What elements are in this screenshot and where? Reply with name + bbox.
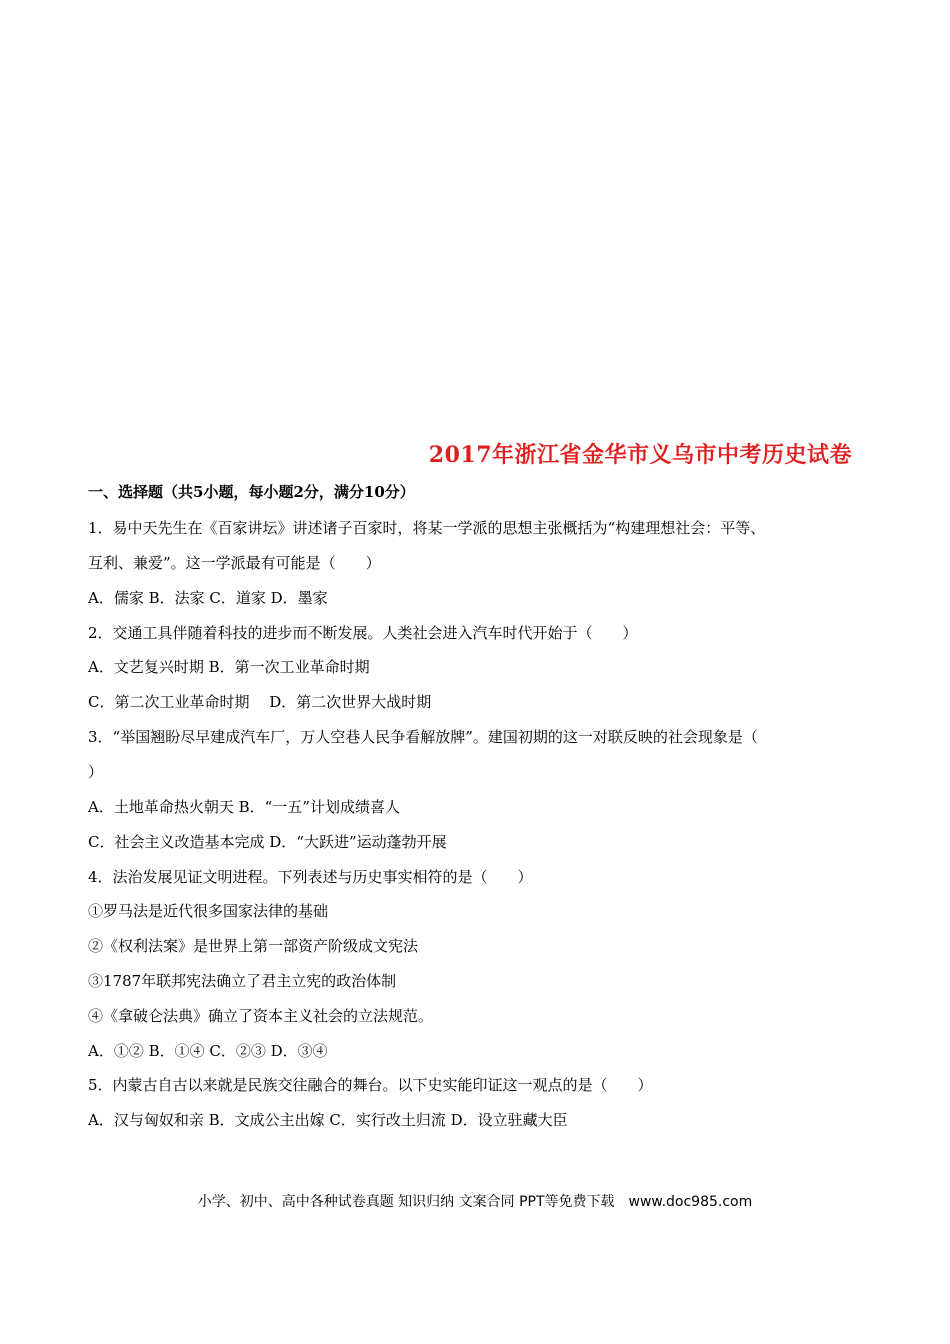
statement-line: ④《拿破仑法典》确立了资本主义社会的立法规范。	[88, 1007, 434, 1025]
page-footer: 小学、初中、高中各种试卷真题 知识归纳 文案合同 PPT等免费下载 www.doc985.com	[197, 1194, 753, 1210]
question-line: ）	[88, 763, 104, 781]
question-line: 互利、兼爱”。这一学派最有可能是（ ）	[88, 554, 381, 572]
exam-title: 2017年浙江省金华市义乌市中考历史试卷	[428, 442, 852, 468]
question-line: 1．易中天先生在《百家讲坛》讲述诸子百家时，将某一学派的思想主张概括为“构建理想社会：平等、	[88, 519, 766, 537]
question-line: 4．法治发展见证文明进程。下列表述与历史事实相符的是（ ）	[88, 868, 533, 886]
statement-line: ②《权利法案》是世界上第一部资产阶级成文宪法	[88, 937, 419, 955]
option-line: C．第二次工业革命时期 D．第二次世界大战时期	[88, 693, 432, 711]
option-line: A．土地革命热火朝天 B．“一五”计划成绩喜人	[88, 798, 400, 816]
option-line: A．汉与匈奴和亲 B．文成公主出嫁 C．实行改土归流 D．设立驻藏大臣	[88, 1111, 568, 1129]
question-line: 5．内蒙古自古以来就是民族交往融合的舞台。以下史实能印证这一观点的是（ ）	[88, 1076, 653, 1094]
statement-line: ③1787年联邦宪法确立了君主立宪的政治体制	[88, 972, 397, 990]
option-line: A．①② B．①④ C．②③ D．③④	[88, 1042, 328, 1060]
option-line: A．儒家 B．法家 C．道家 D．墨家	[88, 589, 328, 607]
question-line: 2．交通工具伴随着科技的进步而不断发展。人类社会进入汽车时代开始于（ ）	[88, 624, 638, 642]
question-line: 3．“举国翘盼尽早建成汽车厂，万人空巷人民争看解放牌”。建国初期的这一对联反映的社会现象是（	[88, 728, 758, 746]
section-heading: 一、选择题（共5小题，每小题2分，满分10分）	[88, 483, 415, 501]
option-line: C．社会主义改造基本完成 D．“大跃进”运动蓬勃开展	[88, 833, 447, 851]
statement-line: ①罗马法是近代很多国家法律的基础	[88, 902, 329, 920]
option-line: A．文艺复兴时期 B．第一次工业革命时期	[88, 658, 370, 676]
